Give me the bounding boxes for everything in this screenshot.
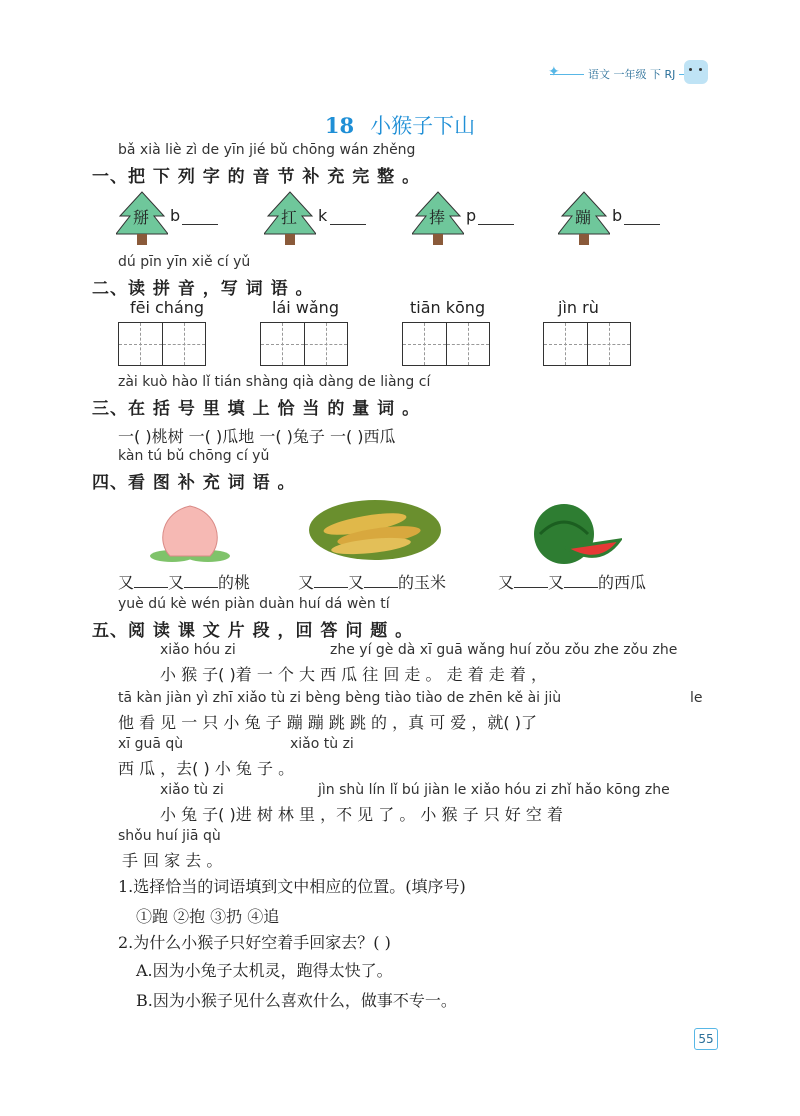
measure-word-line[interactable]: 一( )桃树 一( )瓜地 一( )兔子 一( )西瓜 (118, 427, 396, 446)
describe-item-2: 又 又 的玉米 (298, 573, 447, 592)
p3-pinyin-a: xī guā qù (118, 736, 184, 752)
word-pinyin-1: fēi cháng (130, 298, 205, 317)
answer-blank[interactable] (514, 573, 548, 588)
describe-item-3: 又 又 的西瓜 (498, 573, 647, 592)
passage-line-2: 他 看 见 一 只 小 兔 子 蹦 蹦 跳 跳 的 ，真 可 爱 ，就( )了 (118, 713, 537, 732)
question-2-option-a[interactable]: A.因为小兔子太机灵，跑得太快了。 (136, 961, 393, 980)
s5-pinyin: yuè dú kè wén piàn duàn huí dá wèn tí (118, 596, 390, 612)
word-pinyin-4: jìn rù (558, 298, 599, 317)
tree-char: 掰 (133, 208, 150, 227)
s5-heading: 五、阅 读 课 文 片 段 ，回 答 问 题 。 (92, 621, 414, 641)
initial-letter: k (318, 206, 328, 225)
s4-heading: 四、看 图 补 充 词 语 。 (92, 473, 296, 493)
tree-char: 扛 (281, 208, 298, 227)
passage-line-1: 小 猴 子( )着 一 个 大 西 瓜 往 回 走 。 走 着 走 着 ， (160, 665, 547, 684)
page-number: 55 (694, 1028, 718, 1050)
star-icon: ✦ (548, 64, 560, 80)
p2-pinyin-a: tā kàn jiàn yì zhī xiǎo tù zi bèng bèng tiào tiào de zhēn kě ài jiù (118, 690, 562, 706)
passage-line-3: 西 瓜 ，去( ) 小 兔 子 。 (118, 759, 295, 778)
s3-heading: 三、在 括 号 里 填 上 恰 当 的 量 词 。 (92, 399, 421, 419)
p5-pinyin: shǒu huí jiā qù (118, 828, 221, 844)
p4-pinyin-b: jìn shù lín lǐ bú jiàn le xiǎo hóu zi zhǐ hǎo kōng zhe (318, 782, 670, 798)
tree-item-4 (558, 190, 678, 246)
s3-pinyin: zài kuò hào lǐ tián shàng qià dàng de liàng cí (118, 374, 431, 390)
initial-letter: b (612, 206, 623, 225)
initial-letter: p (466, 206, 477, 225)
peach-image (150, 502, 230, 566)
s4-pinyin: kàn tú bǔ chōng cí yǔ (118, 448, 270, 464)
writing-grid-2[interactable] (260, 322, 348, 366)
s1-pinyin: bǎ xià liè zì de yīn jié bǔ chōng wán zhěng (118, 142, 416, 158)
passage-line-4: 小 兔 子( )进 树 林 里 ，不 见 了 。 小 猴 子 只 好 空 着 (160, 805, 563, 824)
lesson-number: 18 (324, 113, 355, 138)
watermelon-image (530, 500, 622, 566)
answer-blank[interactable] (182, 210, 218, 225)
question-2[interactable]: 2.为什么小猴子只好空着手回家去？( ) (118, 933, 391, 952)
header-tag: 语文 一年级 下 RJ (584, 66, 679, 82)
initial-letter: b (170, 206, 181, 225)
answer-blank[interactable] (624, 210, 660, 225)
header-band (550, 60, 710, 90)
tree-item-1 (116, 190, 236, 246)
question-1-options: ①跑 ②抱 ③扔 ④追 (136, 907, 280, 926)
lesson-title (0, 110, 800, 140)
word-pinyin-3: tiān kōng (410, 298, 486, 317)
answer-blank[interactable] (364, 573, 398, 588)
p4-pinyin-a: xiǎo tù zi (160, 782, 224, 798)
describe-item-1: 又 又 的桃 (118, 573, 251, 592)
answer-blank[interactable] (184, 573, 218, 588)
tree-char: 蹦 (575, 208, 592, 227)
answer-blank[interactable] (134, 573, 168, 588)
lesson-name: 小猴子下山 (370, 114, 476, 138)
p1-pinyin-b: zhe yí gè dà xī guā wǎng huí zǒu zǒu zhe zǒu zhe (330, 642, 678, 658)
tree-item-3 (412, 190, 532, 246)
question-1: 1.选择恰当的词语填到文中相应的位置。(填序号) (118, 877, 466, 896)
question-2-option-b[interactable]: B.因为小猴子见什么喜欢什么，做事不专一。 (136, 991, 457, 1010)
p2-pinyin-b: le (690, 690, 703, 706)
answer-blank[interactable] (314, 573, 348, 588)
writing-grid-4[interactable] (543, 322, 631, 366)
p1-pinyin-a: xiǎo hóu zi (160, 642, 236, 658)
answer-blank[interactable] (478, 210, 514, 225)
p3-pinyin-b: xiǎo tù zi (290, 736, 354, 752)
s2-pinyin: dú pīn yīn xiě cí yǔ (118, 254, 251, 270)
corn-image (305, 494, 445, 566)
writing-grid-1[interactable] (118, 322, 206, 366)
passage-line-5: 手 回 家 去 。 (122, 851, 223, 870)
s2-heading: 二、读 拼 音 ，写 词 语 。 (92, 279, 314, 299)
bear-icon (684, 60, 708, 84)
answer-blank[interactable] (564, 573, 598, 588)
answer-blank[interactable] (330, 210, 366, 225)
writing-grid-3[interactable] (402, 322, 490, 366)
word-pinyin-2: lái wǎng (272, 298, 339, 317)
s1-heading: 一、把 下 列 字 的 音 节 补 充 完 整 。 (92, 167, 421, 187)
tree-item-2 (264, 190, 384, 246)
tree-char: 捧 (429, 208, 446, 227)
